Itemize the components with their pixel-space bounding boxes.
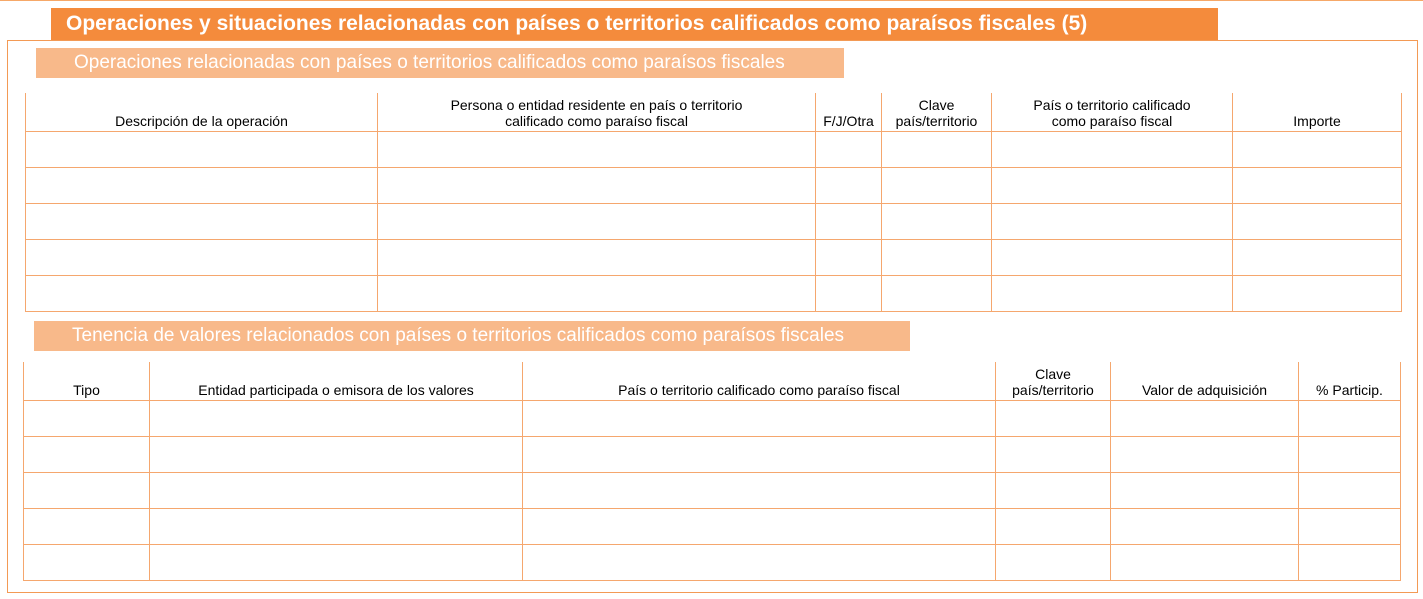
clave-input[interactable] [882,167,992,203]
pais-input[interactable] [992,131,1233,167]
descripcion-input[interactable] [26,275,378,311]
pais-input[interactable] [992,203,1233,239]
pais-input[interactable] [523,544,996,580]
header-pais: País o territorio calificado como paraíso fiscal [523,362,996,400]
header-entidad: Entidad participada o emisora de los valores [150,362,523,400]
particip-input[interactable] [1299,544,1401,580]
header-clave: Clave país/territorio [882,93,992,131]
header-particip: % Particip. [1299,362,1401,400]
header-importe: Importe [1233,93,1402,131]
page-title: Operaciones y situaciones relacionadas con países o territorios calificados como paraísos fiscales (5) [51,8,1218,40]
clave-input[interactable] [996,472,1111,508]
header-clave: Clave país/territorio [996,362,1111,400]
table-row [26,203,1402,239]
descripcion-input[interactable] [26,167,378,203]
table-row [26,239,1402,275]
pais-input[interactable] [523,472,996,508]
tipo-input[interactable] [24,472,150,508]
entidad-input[interactable] [150,436,523,472]
clave-input[interactable] [882,203,992,239]
clave-input[interactable] [996,436,1111,472]
valor-input[interactable] [1111,508,1299,544]
particip-input[interactable] [1299,400,1401,436]
table-row [26,275,1402,311]
valor-input[interactable] [1111,472,1299,508]
header-valor: Valor de adquisición [1111,362,1299,400]
pais-input[interactable] [992,239,1233,275]
importe-input[interactable] [1233,275,1402,311]
clave-input[interactable] [882,131,992,167]
persona-input[interactable] [378,275,816,311]
table-row [24,472,1401,508]
clave-input[interactable] [882,239,992,275]
table-row [24,544,1401,580]
pais-input[interactable] [523,508,996,544]
entidad-input[interactable] [150,544,523,580]
valor-input[interactable] [1111,436,1299,472]
valor-input[interactable] [1111,544,1299,580]
entidad-input[interactable] [150,508,523,544]
table-row [26,131,1402,167]
tipo-input[interactable] [24,544,150,580]
section1-title: Operaciones relacionadas con países o territorios calificados como paraísos fiscales [36,48,844,78]
clave-input[interactable] [996,508,1111,544]
section2-title: Tenencia de valores relacionados con países o territorios calificados como paraísos fiscales [34,321,910,351]
valor-input[interactable] [1111,400,1299,436]
fjotra-input[interactable] [816,203,882,239]
top-rule [0,0,1423,1]
particip-input[interactable] [1299,472,1401,508]
table-row [24,508,1401,544]
clave-input[interactable] [996,400,1111,436]
clave-input[interactable] [882,275,992,311]
clave-input[interactable] [996,544,1111,580]
particip-input[interactable] [1299,436,1401,472]
persona-input[interactable] [378,167,816,203]
pais-input[interactable] [992,167,1233,203]
importe-input[interactable] [1233,239,1402,275]
particip-input[interactable] [1299,508,1401,544]
persona-input[interactable] [378,239,816,275]
holdings-table [23,362,1401,581]
header-descripcion: Descripción de la operación [26,93,378,131]
entidad-input[interactable] [150,400,523,436]
tipo-input[interactable] [24,436,150,472]
importe-input[interactable] [1233,131,1402,167]
header-fjotra: F/J/Otra [816,93,882,131]
descripcion-input[interactable] [26,239,378,275]
fjotra-input[interactable] [816,239,882,275]
persona-input[interactable] [378,131,816,167]
persona-input[interactable] [378,203,816,239]
tipo-input[interactable] [24,400,150,436]
header-pais: País o territorio calificado como paraíso fiscal [992,93,1233,131]
fjotra-input[interactable] [816,131,882,167]
fjotra-input[interactable] [816,275,882,311]
importe-input[interactable] [1233,167,1402,203]
operations-table [25,93,1402,312]
entidad-input[interactable] [150,472,523,508]
table-row [24,436,1401,472]
fjotra-input[interactable] [816,167,882,203]
descripcion-input[interactable] [26,131,378,167]
table-row [26,167,1402,203]
pais-input[interactable] [992,275,1233,311]
pais-input[interactable] [523,436,996,472]
descripcion-input[interactable] [26,203,378,239]
pais-input[interactable] [523,400,996,436]
header-persona: Persona o entidad residente en país o territorio calificado como paraíso fiscal [378,93,816,131]
importe-input[interactable] [1233,203,1402,239]
header-tipo: Tipo [24,362,150,400]
table-row [24,400,1401,436]
tipo-input[interactable] [24,508,150,544]
